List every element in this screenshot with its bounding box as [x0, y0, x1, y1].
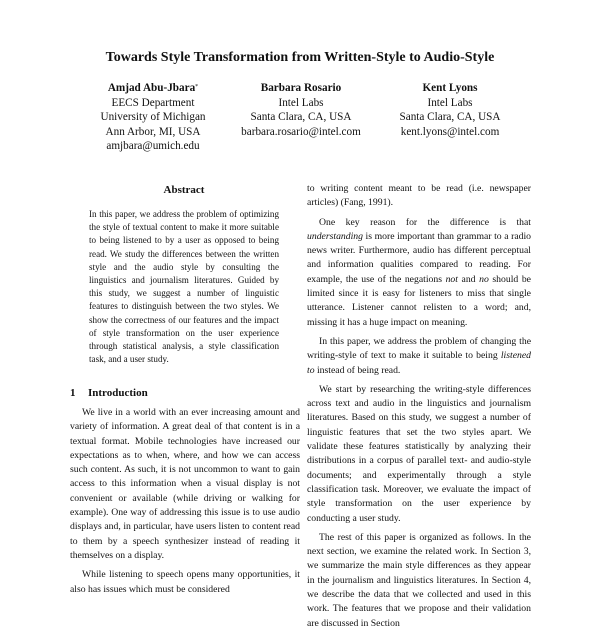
author-email: kent.lyons@intel.com — [400, 125, 500, 138]
author-name: Barbara Rosario — [260, 82, 342, 94]
author-name: Kent Lyons — [422, 82, 478, 94]
section-title: Introduction — [88, 387, 148, 399]
author-name: Amjad Abu-Jbara* — [107, 82, 199, 94]
emphasis: listened to — [307, 350, 531, 376]
author-block-3 — [365, 81, 535, 139]
author-affiliation: Intel Labs — [278, 96, 324, 109]
abstract-heading: Abstract — [163, 184, 205, 196]
paragraph: We start by researching the writing-style differences across text and audio in the linguistics and journalism literatures. Based on this study, we suggest a number of linguistic features that set the two styles apart. We validate these features statistically by analyzing their distributions in a corpus of parallel text- and audio-style documents; and experimentally through a style classification task. Moreover, we evaluate the impact of style transformation on the user experience by conducting a user study. — [307, 383, 531, 524]
paragraph: One key reason for the difference is that understanding is more important than grammar to a radio news writer. Furthermore, audio has different perceptual and information qualities compared to reading. For example, the use of the negations not and no should be limited since it is easy for listeners to miss that single utterance. Listener cannot relisten to a word; and, missing it has a huge impact on meaning. — [307, 216, 531, 328]
section-heading-introduction — [70, 387, 148, 399]
paragraph: While listening to speech opens many opportunities, it also has issues which must be considered — [70, 569, 300, 595]
paper-title: Towards Style Transformation from Written-Style to Audio-Style — [105, 50, 495, 65]
emphasis: not — [445, 273, 458, 285]
section-number: 1 — [70, 387, 76, 399]
author-affiliation: University of Michigan — [100, 111, 206, 124]
paragraph: to writing content meant to be read (i.e. newspaper articles) (Fang, 1991). — [307, 183, 531, 209]
emphasis: understanding — [307, 230, 363, 242]
author-email: amjbara@umich.edu — [106, 140, 200, 153]
paragraph: In this paper, we address the problem of changing the writing-style of text to make it suitable to being listened to instead of being read. — [307, 335, 531, 376]
author-affiliation: Ann Arbor, MI, USA — [105, 125, 201, 138]
paragraph: The rest of this paper is organized as follows. In the next section, we examine the related work. In Section 3, we summarize the main style differences as they appear in the journalism and linguistics literatures. In Section 4, we describe the data that we collected and used in this work. The features that we propose and their validation are discussed in Section — [307, 531, 531, 629]
abstract-text: In this paper, we address the problem of optimizing the style of textual content to make it more suitable to being listened to by a user as opposed to being read. We study the differences between the written style and the audio style by consulting the linguistics and journalism literatures. Guided by this study, we suggest a number of linguistic features to distinguish between the two styles. We show the correctness of our features and the impact of style transformation on the user experience through statistical analysis, a style classification task, and a user study. — [89, 209, 279, 365]
author-affiliation: Santa Clara, CA, USA — [399, 111, 501, 124]
author-block-2 — [216, 81, 386, 139]
right-column-body — [307, 182, 531, 631]
author-affiliation: Santa Clara, CA, USA — [250, 111, 352, 124]
author-affiliation: EECS Department — [111, 96, 195, 109]
author-footnote-mark: * — [195, 84, 199, 90]
paragraph: We live in a world with an ever increasing amount and variety of information. A great deal of that content is in a textual format. Mobile technologies have increased our expectations as to when, where, and how we can access such content. As such, it is not uncommon to want to gain access to this information when a visual display is not convenient or available (while driving or walking for example). One way of addressing this issue is to use audio displays and, in particular, have users listen to content read to them by a speech synthesizer instead of reading it themselves on a display. — [70, 407, 300, 561]
author-email: barbara.rosario@intel.com — [241, 125, 361, 138]
author-affiliation: Intel Labs — [427, 96, 473, 109]
author-block-1 — [68, 81, 238, 154]
emphasis: no — [479, 273, 489, 285]
left-column-body — [70, 406, 300, 597]
